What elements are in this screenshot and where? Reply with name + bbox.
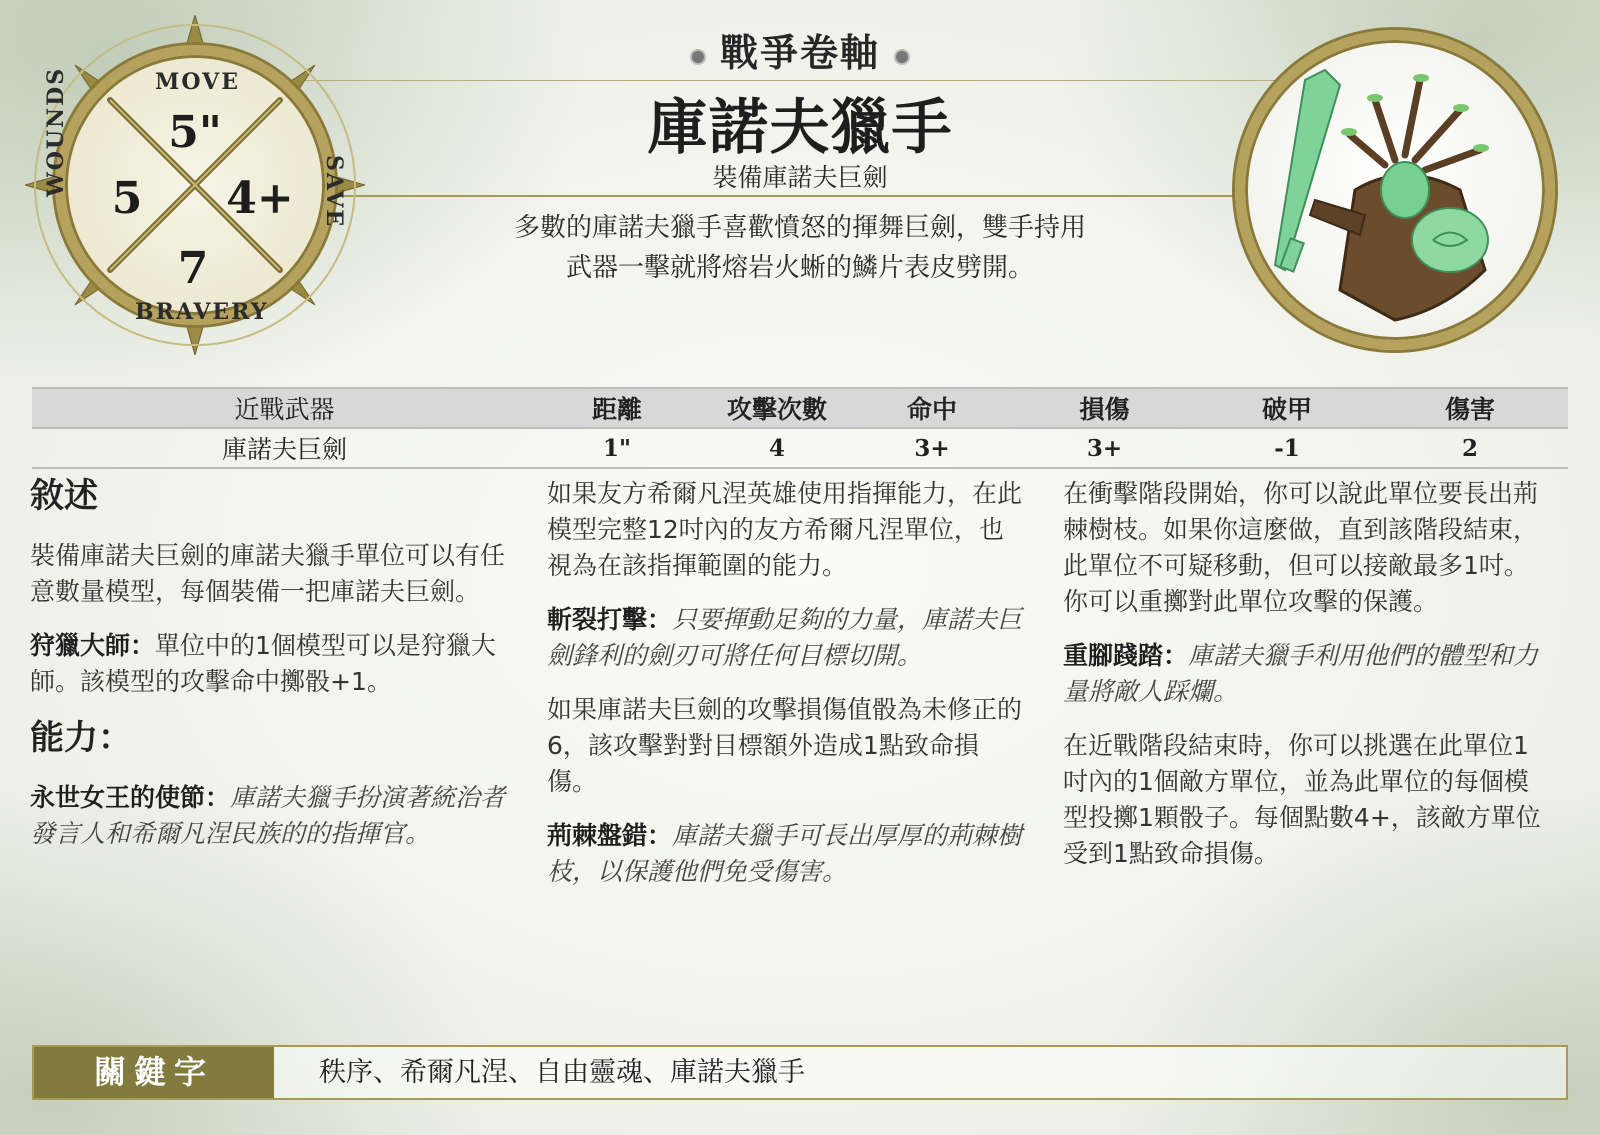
thorn-flavor: 庫諾夫獵手可長出厚厚的荊棘樹枝，以保護他們免受傷害。 bbox=[547, 821, 1023, 886]
cleave-rule bbox=[547, 602, 1027, 674]
warscroll-label bbox=[640, 22, 960, 77]
weapon-range: 1" bbox=[537, 428, 697, 468]
bravery-label: BRAVERY bbox=[135, 299, 269, 325]
unit-portrait-frame bbox=[1215, 20, 1575, 360]
weapon-hit: 3+ bbox=[857, 428, 1007, 468]
weapon-wound: 3+ bbox=[1007, 428, 1202, 468]
stomp-name: 重腳踐踏： bbox=[1063, 641, 1189, 670]
cleave-text: 如果庫諾夫巨劍的攻擊損傷值骰為未修正的6，該攻擊對對目標額外造成1點致命損傷。 bbox=[547, 695, 1023, 796]
weapon-attacks: 4 bbox=[697, 428, 857, 468]
col-range: 距離 bbox=[537, 388, 697, 428]
weapon-damage: 2 bbox=[1372, 428, 1568, 468]
weapons-header-row bbox=[32, 388, 1568, 428]
rules-column-3 bbox=[1063, 476, 1543, 890]
rules-column-1 bbox=[30, 476, 508, 870]
thorn-name: 荊棘盤錯： bbox=[547, 821, 673, 850]
thorn-rule bbox=[547, 818, 1027, 890]
keywords-label: 關鍵字 bbox=[34, 1047, 274, 1098]
col-attacks: 攻擊次數 bbox=[697, 388, 857, 428]
cleave-flavor: 只要揮動足夠的力量，庫諾夫巨劍鋒利的劍刃可將任何目標切開。 bbox=[547, 605, 1023, 670]
unit-title: 庫諾夫獵手 bbox=[647, 93, 953, 163]
bullet-icon bbox=[690, 49, 706, 65]
stomp-text: 在近戰階段結束時，你可以挑選在此單位1吋內的1個敵方單位，並為此單位的每個模型投擲1顆骰子。每個點數4+，該敵方單位受到1點致命損傷。 bbox=[1063, 731, 1541, 868]
stat-dial bbox=[25, 15, 365, 355]
hunt-master-name: 狩獵大師： bbox=[30, 631, 156, 660]
col-wound: 損傷 bbox=[1007, 388, 1202, 428]
warscroll-text: 戰爭卷軸 bbox=[719, 30, 880, 75]
bravery-value: 7 bbox=[177, 243, 209, 294]
flavor-line-2: 武器一擊就將熔岩火蜥的鱗片表皮劈開。 bbox=[565, 253, 1034, 283]
table-row bbox=[32, 428, 1568, 468]
cleave-name: 斬裂打擊： bbox=[547, 605, 673, 634]
envoy-flavor: 庫諾夫獵手扮演著統治者發言人和希爾凡涅民族的的指揮官。 bbox=[30, 783, 506, 848]
hunt-master-rule bbox=[30, 628, 508, 700]
col-weapon: 近戰武器 bbox=[32, 388, 537, 428]
stomp-rule bbox=[1063, 638, 1543, 710]
thorn-text: 在衝擊階段開始，你可以說此單位要長出荊棘樹枝。如果你這麼做，直到該階段結束，此單位不可疑移動，但可以接敵最多1吋。你可以重擲對此單位攻擊的保護。 bbox=[1063, 479, 1539, 616]
weapon-rend: -1 bbox=[1202, 428, 1372, 468]
envoy-rule bbox=[30, 780, 508, 852]
envoy-text: 如果友方希爾凡涅英雄使用指揮能力，在此模型完整12吋內的友方希爾凡涅單位，也視為在該指揮範圍的能力。 bbox=[547, 479, 1023, 580]
description-text: 裝備庫諾夫巨劍的庫諾夫獵手單位可以有任意數量模型，每個裝備一把庫諾夫巨劍。 bbox=[30, 541, 506, 606]
unit-portrait bbox=[1235, 30, 1555, 350]
header-rule bbox=[300, 195, 1310, 197]
keywords-bar bbox=[32, 1045, 1568, 1100]
rules-column-2 bbox=[547, 476, 1027, 908]
keywords-text: 秩序、希爾凡涅、自由靈魂、庫諾夫獵手 bbox=[319, 1057, 805, 1088]
description-heading: 敘述 bbox=[30, 476, 98, 516]
flavor-text bbox=[440, 208, 1160, 288]
col-rend: 破甲 bbox=[1202, 388, 1372, 428]
save-label: SAVE bbox=[321, 155, 347, 229]
move-label: MOVE bbox=[155, 69, 240, 95]
hunt-master-text: 單位中的1個模型可以是狩獵大師。該模型的攻擊命中擲骰+1。 bbox=[30, 631, 496, 696]
abilities-heading: 能力： bbox=[30, 718, 132, 758]
flavor-line-1: 多數的庫諾夫獵手喜歡憤怒的揮舞巨劍，雙手持用 bbox=[513, 213, 1086, 243]
kurnoth-hunter-figure-icon bbox=[1245, 40, 1545, 340]
col-hit: 命中 bbox=[857, 388, 1007, 428]
stomp-flavor: 庫諾夫獵手利用他們的體型和力量將敵人踩爛。 bbox=[1063, 641, 1539, 706]
weapon-name: 庫諾夫巨劍 bbox=[32, 428, 537, 468]
move-value: 5" bbox=[168, 107, 222, 158]
col-damage: 傷害 bbox=[1372, 388, 1568, 428]
save-value: 4+ bbox=[226, 173, 294, 224]
wounds-label: WOUNDS bbox=[43, 66, 69, 197]
unit-subtitle: 裝備庫諾夫巨劍 bbox=[712, 163, 888, 192]
wounds-value: 5 bbox=[111, 173, 143, 224]
melee-weapons-table bbox=[32, 387, 1568, 469]
envoy-name: 永世女王的使節： bbox=[30, 783, 231, 812]
bullet-icon bbox=[894, 49, 910, 65]
